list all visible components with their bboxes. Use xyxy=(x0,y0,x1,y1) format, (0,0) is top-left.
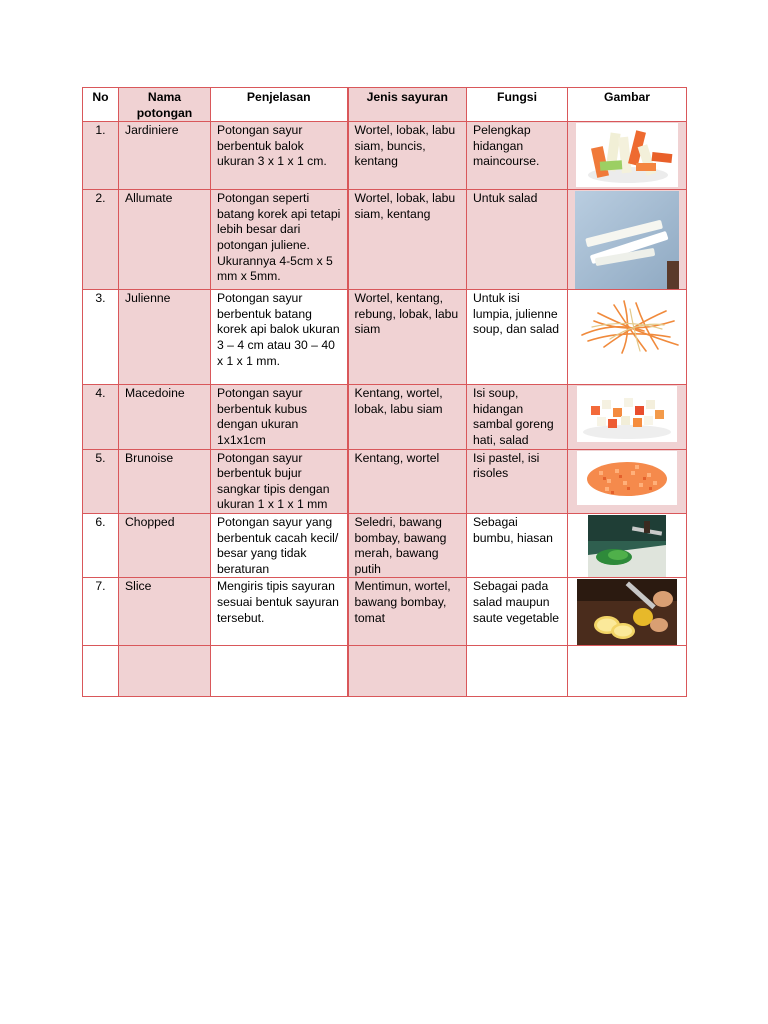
table-row xyxy=(83,578,687,646)
empty-row xyxy=(83,646,687,697)
vegetable-cuts-table xyxy=(82,87,687,697)
table-row xyxy=(83,122,687,190)
empty-cell xyxy=(83,646,119,697)
cut-function: Untuk isi lumpia, julienne soup, dan salad xyxy=(467,290,568,385)
cut-vegetables: Wortel, lobak, labu siam, buncis, kentang xyxy=(348,122,467,190)
header-no: No xyxy=(83,88,119,122)
cut-explanation: Potongan sayur yang berbentuk cacah kecil/ besar yang tidak beraturan xyxy=(211,513,348,577)
cut-explanation: Mengiris tipis sayuran sesuai bentuk sayuran tersebut. xyxy=(211,578,348,646)
header-nama-potongan: Nama potongan xyxy=(119,88,211,122)
cut-name: Brunoise xyxy=(119,449,211,513)
brunoise-photo xyxy=(568,449,687,513)
cut-name: Chopped xyxy=(119,513,211,577)
cut-name: Allumate xyxy=(119,190,211,290)
row-number: 5. xyxy=(83,449,119,513)
macedoine-photo xyxy=(568,385,687,449)
cut-explanation: Potongan sayur berbentuk bujur sangkar tipis dengan ukuran 1 x 1 x 1 mm xyxy=(211,449,348,513)
cut-function: Untuk salad xyxy=(467,190,568,290)
cut-explanation: Potongan sayur berbentuk balok ukuran 3 x 1 x 1 cm. xyxy=(211,122,348,190)
header-jenis-sayuran: Jenis sayuran xyxy=(348,88,467,122)
cut-name: Jardiniere xyxy=(119,122,211,190)
cut-explanation: Potongan seperti batang korek api tetapi lebih besar dari potongan juliene. Ukurannya 4-5cm x 5 mm x 5mm. xyxy=(211,190,348,290)
table-row xyxy=(83,513,687,577)
row-number: 2. xyxy=(83,190,119,290)
row-number: 3. xyxy=(83,290,119,385)
empty-cell xyxy=(211,646,348,697)
row-number: 6. xyxy=(83,513,119,577)
cut-vegetables: Kentang, wortel xyxy=(348,449,467,513)
cut-vegetables: Mentimun, wortel, bawang bombay, tomat xyxy=(348,578,467,646)
empty-cell xyxy=(467,646,568,697)
row-number: 4. xyxy=(83,385,119,449)
header-fungsi: Fungsi xyxy=(467,88,568,122)
slice-photo xyxy=(568,578,687,646)
cut-name: Julienne xyxy=(119,290,211,385)
table-row xyxy=(83,385,687,449)
row-number: 7. xyxy=(83,578,119,646)
cut-vegetables: Kentang, wortel, lobak, labu siam xyxy=(348,385,467,449)
cut-function: Pelengkap hidangan maincourse. xyxy=(467,122,568,190)
cut-function: Sebagai bumbu, hiasan xyxy=(467,513,568,577)
cut-explanation: Potongan sayur berbentuk kubus dengan ukuran 1x1x1cm xyxy=(211,385,348,449)
allumate-photo xyxy=(568,190,687,290)
header-penjelasan: Penjelasan xyxy=(211,88,348,122)
cut-function: Isi soup, hidangan sambal goreng hati, salad xyxy=(467,385,568,449)
cut-function: Isi pastel, isi risoles xyxy=(467,449,568,513)
cut-name: Macedoine xyxy=(119,385,211,449)
cut-vegetables: Seledri, bawang bombay, bawang merah, bawang putih xyxy=(348,513,467,577)
cut-vegetables: Wortel, lobak, labu siam, kentang xyxy=(348,190,467,290)
empty-cell xyxy=(348,646,467,697)
header-gambar: Gambar xyxy=(568,88,687,122)
cut-name: Slice xyxy=(119,578,211,646)
empty-cell xyxy=(119,646,211,697)
table-row xyxy=(83,190,687,290)
julienne-photo xyxy=(568,290,687,385)
cut-vegetables: Wortel, kentang, rebung, lobak, labu siam xyxy=(348,290,467,385)
cut-function: Sebagai pada salad maupun saute vegetable xyxy=(467,578,568,646)
header-row xyxy=(83,88,687,122)
chopped-photo xyxy=(568,513,687,577)
row-number: 1. xyxy=(83,122,119,190)
cut-explanation: Potongan sayur berbentuk batang korek api balok ukuran 3 – 4 cm atau 30 – 40 x 1 x 1 mm. xyxy=(211,290,348,385)
table-row xyxy=(83,290,687,385)
jardiniere-photo xyxy=(568,122,687,190)
table-row xyxy=(83,449,687,513)
empty-cell xyxy=(568,646,687,697)
